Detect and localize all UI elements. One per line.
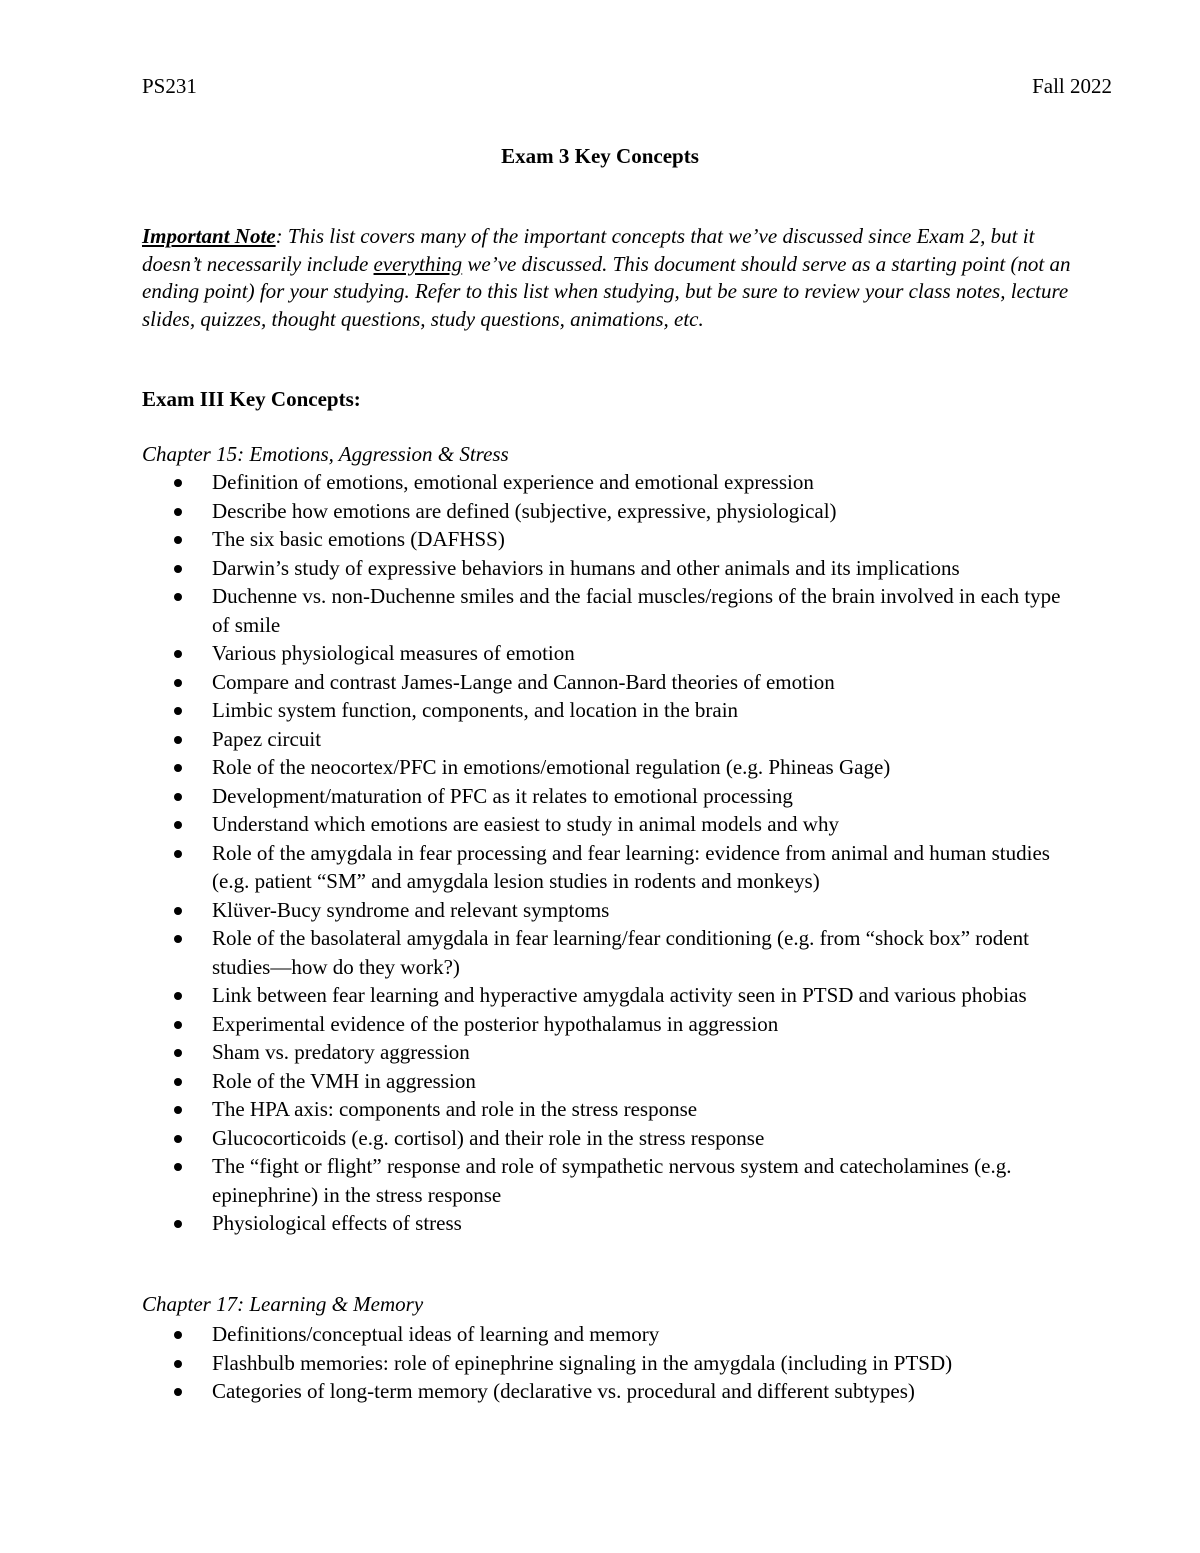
list-item	[142, 639, 1082, 668]
list-item-text: Describe how emotions are defined (subjective, expressive, physiological)	[212, 498, 837, 523]
list-item	[142, 1377, 1082, 1406]
bullet-icon	[174, 508, 182, 516]
bullet-icon	[174, 650, 182, 658]
list-item-text: Role of the neocortex/PFC in emotions/emotional regulation (e.g. Phineas Gage)	[212, 755, 891, 779]
list-item-text: Role of the amygdala in fear processing and fear learning: evidence from animal and human studies (e.g. patient “SM” and amygdala lesion studies in rodents and monkeys)	[212, 840, 1050, 893]
chapter-15-title: Chapter 15: Emotions, Aggression & Stress	[142, 442, 509, 466]
list-item-text: Compare and contrast James-Lange and Cannon-Bard theories of emotion	[212, 669, 835, 694]
list-item-text: Flashbulb memories: role of epinephrine signaling in the amygdala (including in PTSD)	[212, 1350, 953, 1375]
list-item-text: Definition of emotions, emotional experience and emotional expression	[212, 470, 814, 494]
list-item	[142, 1010, 1082, 1039]
section-title: Exam III Key Concepts:	[142, 387, 361, 411]
list-item	[142, 753, 1082, 782]
bullet-icon	[174, 1388, 182, 1396]
list-item-text: Darwin’s study of expressive behaviors in humans and other animals and its implications	[212, 555, 960, 580]
bullet-icon	[174, 736, 182, 744]
chapter-15-list	[142, 468, 1082, 1238]
bullet-icon	[174, 935, 182, 943]
list-item-text: Various physiological measures of emotion	[212, 641, 575, 665]
bullet-icon	[174, 793, 182, 801]
list-item	[142, 1209, 1082, 1238]
bullet-icon	[174, 1078, 182, 1086]
list-item-text: Link between fear learning and hyperactive amygdala activity seen in PTSD and various phobias	[212, 983, 1027, 1007]
list-item-text: The HPA axis: components and role in the stress response	[212, 1097, 698, 1121]
bullet-icon	[174, 850, 182, 858]
list-item	[142, 981, 1082, 1010]
list-item	[142, 725, 1082, 754]
bullet-icon	[174, 764, 182, 772]
list-item-text: Klüver-Bucy syndrome and relevant symptoms	[212, 897, 610, 922]
list-item-text: Role of the VMH in aggression	[212, 1068, 476, 1093]
bullet-icon	[174, 1106, 182, 1114]
list-item	[142, 1152, 1082, 1209]
document-title: Exam 3 Key Concepts	[501, 144, 699, 168]
list-item-text: Limbic system function, components, and location in the brain	[212, 698, 739, 722]
note-text-after: we’ve discussed. This document should serve as a starting point (not an ending point) for your studying. Refer to this list when studying, but be sure to review your class notes, lecture slides, quizzes, thought questions, study questions, animations, etc.	[142, 251, 1071, 331]
header-term: Fall 2022	[1032, 74, 1112, 98]
list-item	[142, 468, 1082, 497]
list-item	[142, 525, 1082, 554]
chapter-17-title: Chapter 17: Learning & Memory	[142, 1292, 424, 1316]
list-item	[142, 896, 1082, 925]
bullet-icon	[174, 593, 182, 601]
list-item	[142, 1349, 1082, 1378]
list-item-text: Glucocorticoids (e.g. cortisol) and their role in the stress response	[212, 1125, 765, 1150]
list-item-text: The “fight or flight” response and role of sympathetic nervous system and catecholamines (e.g. epinephrine) in the stress response	[212, 1154, 1012, 1207]
list-item-text: Duchenne vs. non-Duchenne smiles and the facial muscles/regions of the brain involved in each type of smile	[212, 584, 1061, 637]
list-item	[142, 696, 1082, 725]
bullet-icon	[174, 821, 182, 829]
list-item-text: Definitions/conceptual ideas of learning and memory	[212, 1322, 660, 1346]
bullet-icon	[174, 1021, 182, 1029]
bullet-icon	[174, 1331, 182, 1339]
list-item	[142, 810, 1082, 839]
list-item	[142, 497, 1082, 526]
note-text-before: This list covers many of the important concepts that we’ve discussed since Exam 2, but it doesn’t necessarily include	[142, 224, 1035, 276]
list-item	[142, 1067, 1082, 1096]
list-item-text: Development/maturation of PFC as it relates to emotional processing	[212, 783, 793, 808]
bullet-icon	[174, 1135, 182, 1143]
note-underlined-word: everything	[373, 251, 463, 276]
header-course: PS231	[142, 74, 197, 98]
important-note	[142, 223, 1072, 333]
list-item-text: Experimental evidence of the posterior hypothalamus in aggression	[212, 1011, 779, 1036]
bullet-icon	[174, 679, 182, 687]
bullet-icon	[174, 1163, 182, 1171]
list-item	[142, 839, 1082, 896]
chapter-17-list	[142, 1320, 1082, 1406]
bullet-icon	[174, 479, 182, 487]
list-item	[142, 1320, 1082, 1349]
bullet-icon	[174, 707, 182, 715]
note-colon: :	[275, 224, 283, 248]
bullet-icon	[174, 1220, 182, 1228]
bullet-icon	[174, 907, 182, 915]
list-item-text: Categories of long-term memory (declarative vs. procedural and different subtypes)	[212, 1379, 915, 1403]
list-item-text: Physiological effects of stress	[212, 1211, 462, 1235]
list-item	[142, 582, 1082, 639]
bullet-icon	[174, 536, 182, 544]
list-item	[142, 924, 1082, 981]
list-item-text: Role of the basolateral amygdala in fear learning/fear conditioning (e.g. from “shock box” rodent studies—how do they work?)	[212, 926, 1029, 979]
bullet-icon	[174, 1049, 182, 1057]
note-label: Important Note	[142, 224, 276, 248]
list-item	[142, 554, 1082, 583]
list-item-text: Sham vs. predatory aggression	[212, 1040, 470, 1064]
list-item	[142, 782, 1082, 811]
list-item-text: The six basic emotions (DAFHSS)	[212, 527, 505, 551]
bullet-icon	[174, 992, 182, 1000]
bullet-icon	[174, 565, 182, 573]
list-item	[142, 1095, 1082, 1124]
list-item-text: Papez circuit	[212, 726, 322, 751]
list-item-text: Understand which emotions are easiest to study in animal models and why	[212, 812, 839, 836]
list-item	[142, 1124, 1082, 1153]
list-item	[142, 668, 1082, 697]
bullet-icon	[174, 1360, 182, 1368]
list-item	[142, 1038, 1082, 1067]
